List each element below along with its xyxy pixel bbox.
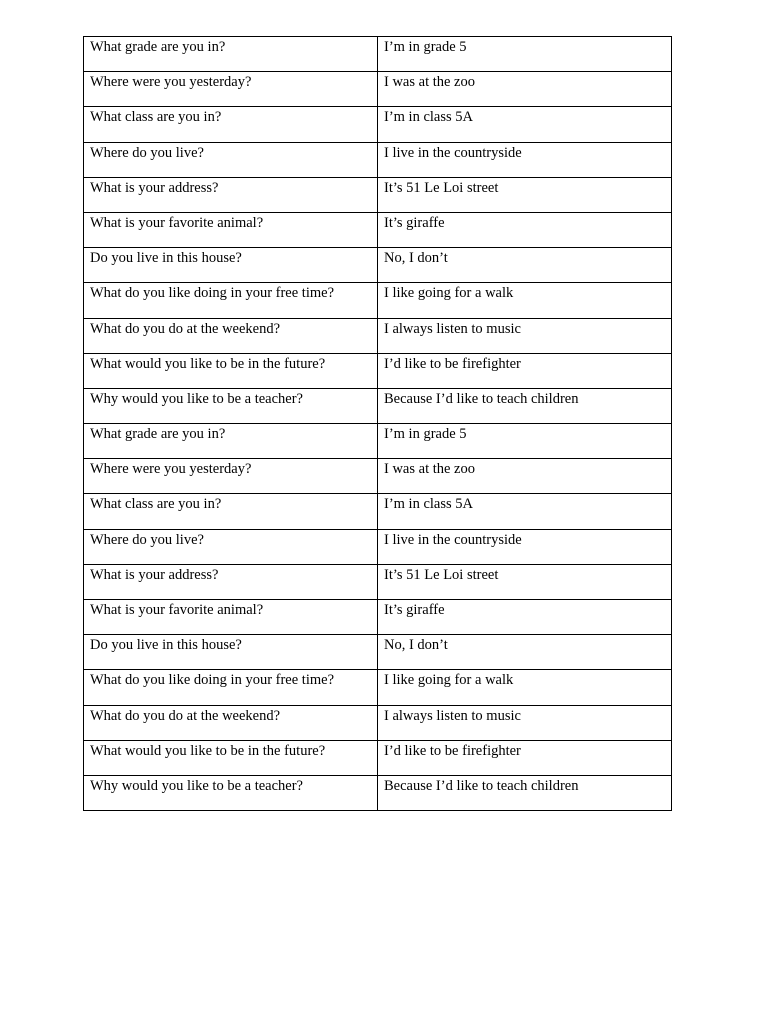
table-row <box>84 600 672 635</box>
question-cell: Do you live in this house? <box>84 635 378 670</box>
answer-cell: I always listen to music <box>378 705 672 740</box>
question-cell: Where were you yesterday? <box>84 459 378 494</box>
table-row <box>84 107 672 142</box>
table-row <box>84 353 672 388</box>
answer-cell: It’s giraffe <box>378 600 672 635</box>
question-cell: What grade are you in? <box>84 424 378 459</box>
table-body <box>84 37 672 811</box>
question-cell: Where were you yesterday? <box>84 72 378 107</box>
table-row <box>84 424 672 459</box>
answer-cell: I’m in class 5A <box>378 107 672 142</box>
question-cell: What is your favorite animal? <box>84 212 378 247</box>
table-row <box>84 529 672 564</box>
table-row <box>84 248 672 283</box>
table-row <box>84 775 672 810</box>
answer-cell: I’m in grade 5 <box>378 37 672 72</box>
answer-cell: I live in the countryside <box>378 529 672 564</box>
answer-cell: It’s 51 Le Loi street <box>378 564 672 599</box>
question-cell: What do you like doing in your free time? <box>84 283 378 318</box>
question-cell: Where do you live? <box>84 529 378 564</box>
table-row <box>84 142 672 177</box>
table-row <box>84 388 672 423</box>
answer-cell: It’s giraffe <box>378 212 672 247</box>
question-cell: What would you like to be in the future? <box>84 353 378 388</box>
answer-cell: No, I don’t <box>378 635 672 670</box>
table-row <box>84 705 672 740</box>
table-row <box>84 283 672 318</box>
question-cell: Where do you live? <box>84 142 378 177</box>
answer-cell: I’d like to be firefighter <box>378 740 672 775</box>
answer-cell: I live in the countryside <box>378 142 672 177</box>
question-cell: What would you like to be in the future? <box>84 740 378 775</box>
table-row <box>84 494 672 529</box>
answer-cell: I like going for a walk <box>378 670 672 705</box>
question-cell: What class are you in? <box>84 107 378 142</box>
question-cell: What is your address? <box>84 177 378 212</box>
question-cell: What grade are you in? <box>84 37 378 72</box>
answer-cell: I’m in class 5A <box>378 494 672 529</box>
question-cell: What do you do at the weekend? <box>84 705 378 740</box>
table-row <box>84 37 672 72</box>
answer-cell: Because I’d like to teach children <box>378 388 672 423</box>
answer-cell: I’m in grade 5 <box>378 424 672 459</box>
question-cell: Why would you like to be a teacher? <box>84 388 378 423</box>
answer-cell: I always listen to music <box>378 318 672 353</box>
answer-cell: Because I’d like to teach children <box>378 775 672 810</box>
table-row <box>84 459 672 494</box>
table-row <box>84 212 672 247</box>
table-row <box>84 670 672 705</box>
question-cell: What is your address? <box>84 564 378 599</box>
question-cell: Do you live in this house? <box>84 248 378 283</box>
table-row <box>84 564 672 599</box>
answer-cell: I was at the zoo <box>378 72 672 107</box>
question-cell: Why would you like to be a teacher? <box>84 775 378 810</box>
table-row <box>84 72 672 107</box>
question-cell: What do you do at the weekend? <box>84 318 378 353</box>
answer-cell: I like going for a walk <box>378 283 672 318</box>
answer-cell: No, I don’t <box>378 248 672 283</box>
table-row <box>84 177 672 212</box>
question-cell: What class are you in? <box>84 494 378 529</box>
table-row <box>84 740 672 775</box>
question-cell: What do you like doing in your free time? <box>84 670 378 705</box>
answer-cell: It’s 51 Le Loi street <box>378 177 672 212</box>
answer-cell: I’d like to be firefighter <box>378 353 672 388</box>
question-answer-table <box>83 36 672 811</box>
table-row <box>84 318 672 353</box>
table-row <box>84 635 672 670</box>
answer-cell: I was at the zoo <box>378 459 672 494</box>
question-cell: What is your favorite animal? <box>84 600 378 635</box>
